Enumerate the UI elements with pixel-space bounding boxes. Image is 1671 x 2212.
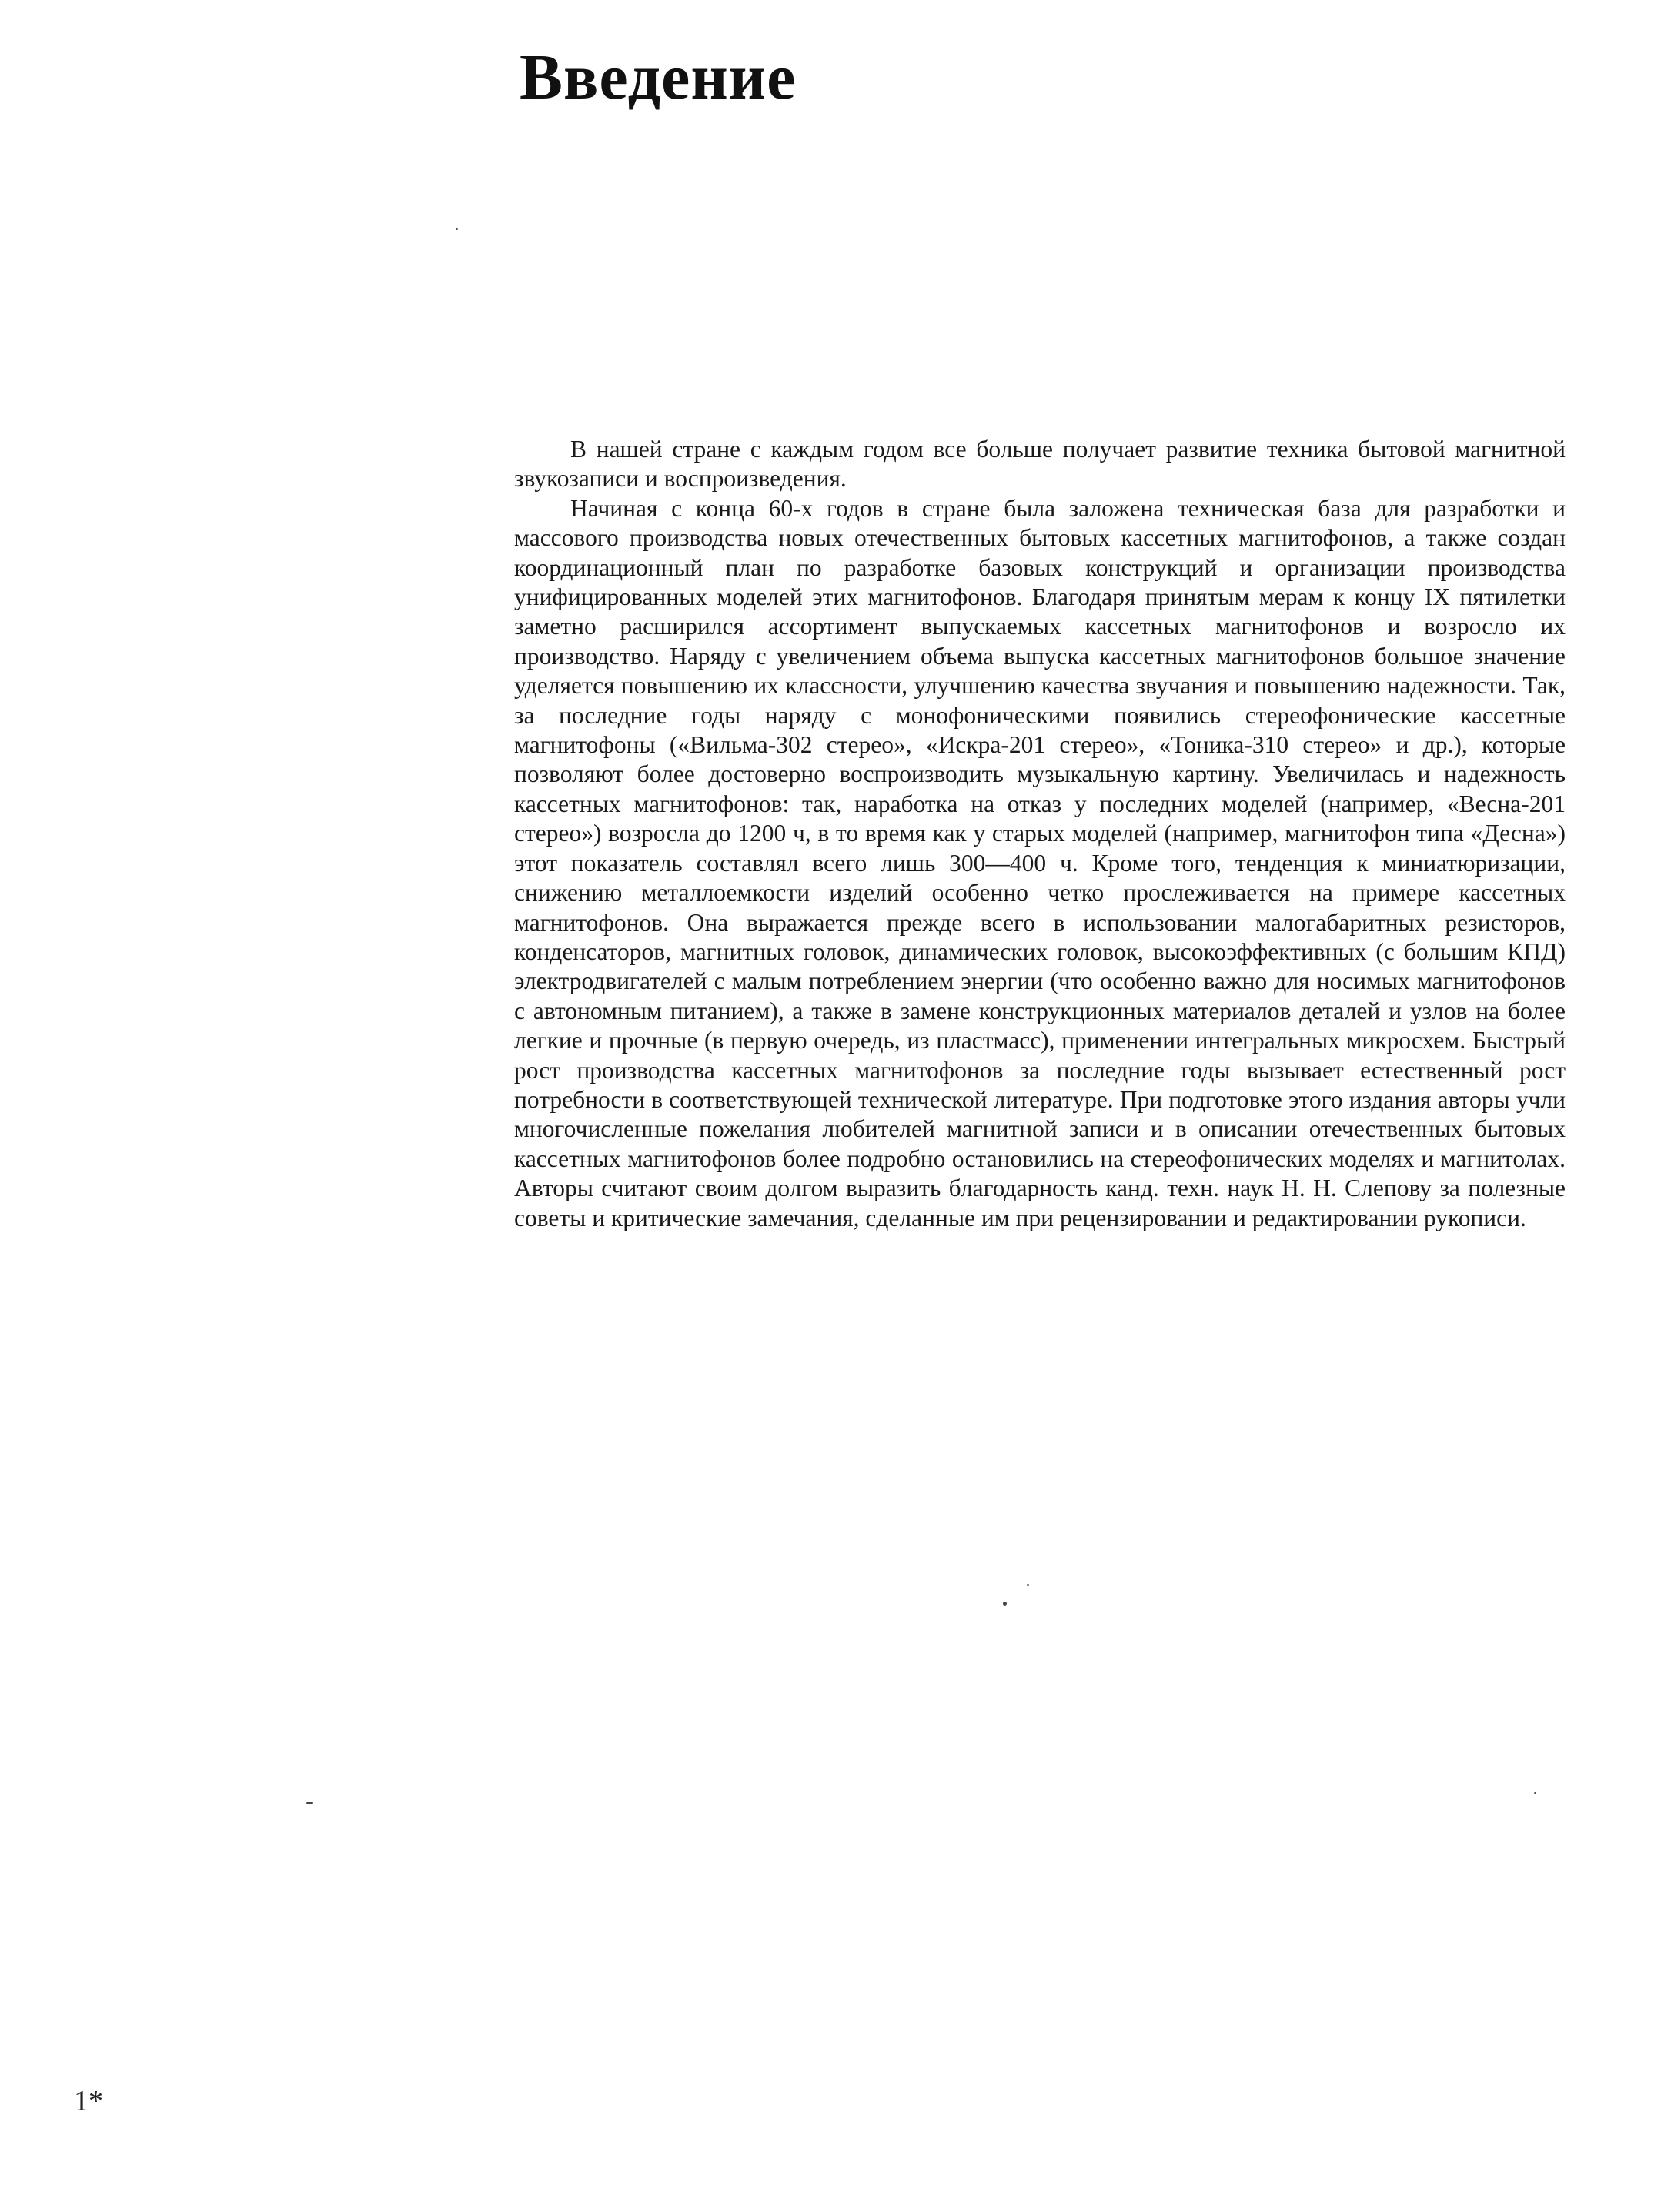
paragraph-intro: В нашей стране с каждым годом все больше получает развитие техника бытовой магнитной звукозаписи и воспроизведения. [514,436,1566,493]
scan-speck [1027,1584,1029,1586]
scan-speck [1534,1792,1536,1794]
scan-speck [306,1802,313,1804]
scan-speck [456,228,458,230]
body-text [514,435,1566,1233]
page-number: 1* [74,2085,103,2117]
section-heading: Введение [520,42,797,113]
scan-speck [1003,1602,1007,1606]
paragraph-main: Начиная с конца 60-х годов в стране была заложена техническая база для разработки и массового производства новых отечественных бытовых кассетных магнитофонов, а также создан координационный план по разработке базовых конструкций и организации производства унифицированных моделей этих магнитофонов. Благодаря принятым мерам к концу IX пятилетки заметно расширился ассортимент выпускаемых кассетных магнитофонов и возросло их производство. Наряду с увеличением объема выпуска кассетных магнитофонов большое значение уделяется повышению их классности, улучшению качества звучания и повышению надежности. Так, за последние годы наряду с монофоническими появились стереофонические кассетные магнитофоны («Вильма-302 стерео», «Искра-201 стерео», «Тоника-310 стерео» и др.), которые позволяют более достоверно воспроизводить музыкальную картину. Увеличилась и надежность кассетных магнитофонов: так, наработка на отказ у последних моделей (например, «Весна-201 стерео») возросла до 1200 ч, в то время как у старых моделей (например, магнитофон типа «Десна») этот показатель составлял всего лишь 300—400 ч. Кроме того, тенденция к миниатюризации, снижению металлоемкости изделий особенно четко прослеживается на примере кассетных магнитофонов. Она выражается прежде всего в использовании малогабаритных резисторов, конденсаторов, магнитных головок, динамических головок, высокоэффективных (с большим КПД) электродвигателей с малым потреблением энергии (что особенно важно для носимых магнитофонов с автономным питанием), а также в замене конструкционных материалов деталей и узлов на более легкие и прочные (в первую очередь, из пластмасс), применении интегральных микросхем. Быстрый рост производства кассетных магнитофонов за последние годы вызывает естественный рост потребности в соответствующей технической литературе. При подготовке этого издания авторы учли многочисленные пожелания любителей магнитной записи и в описании отечественных бытовых кассетных магнитофонов более подробно остановились на стереофонических моделях и магнитолах. Авторы считают своим долгом выразить благодарность канд. техн. наук Н. Н. Слепову за полезные советы и критические замечания, сделанные им при рецензировании и редактировании рукописи. [514,494,1566,1231]
